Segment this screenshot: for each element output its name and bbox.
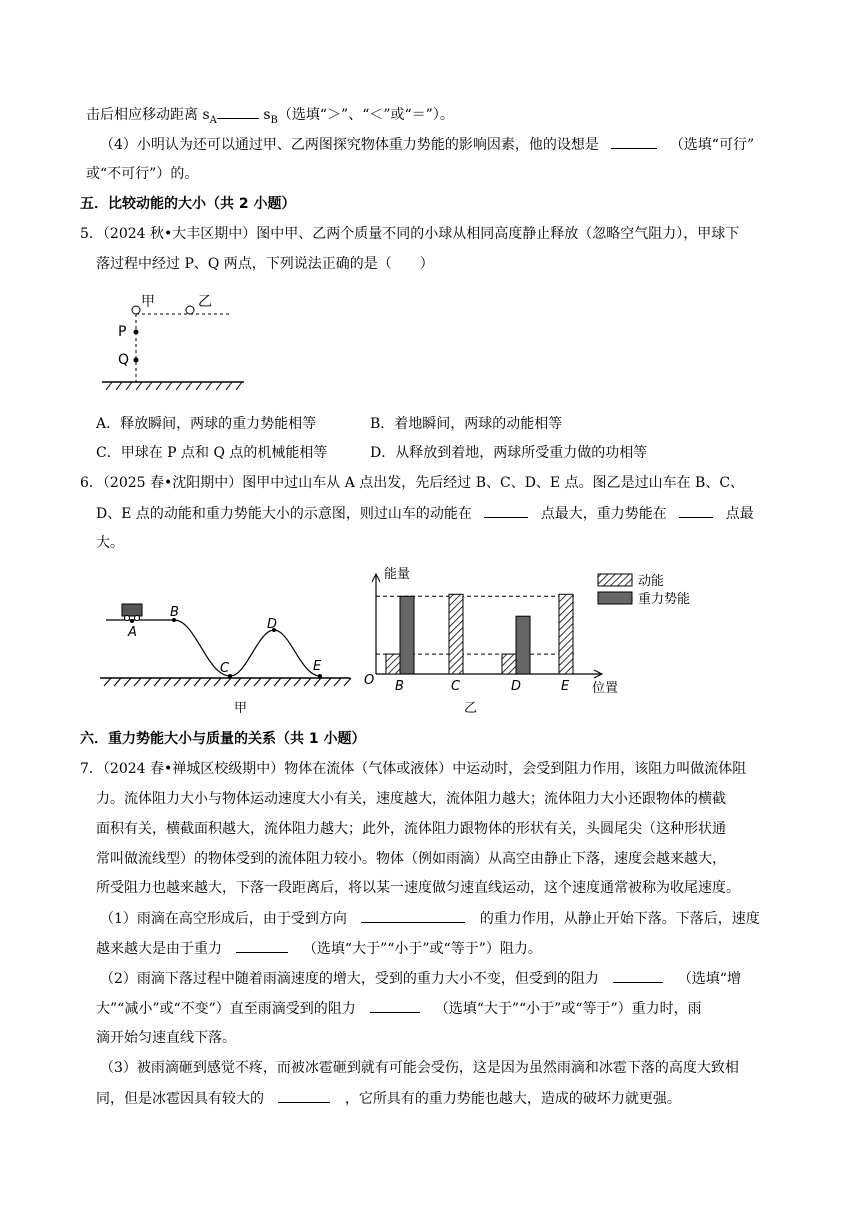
q7-part3-line2 [96,1088,681,1109]
bar-kinetic-B [386,654,400,674]
tick-label-C: C [451,679,461,694]
q7-text: （2）雨滴下落过程中随着雨滴速度的增大，受到的重力大小不变，但受到的阻力 [100,971,599,987]
answer-blank[interactable] [611,134,657,149]
label-c: C [220,661,230,676]
q7-stem-line3: 面积有关，横截面积越大，流体阻力越大；此外，流体阻力跟物体的形状有关，头圆尾尖（这种形状通 [96,821,726,837]
q5-stem-line2: 落过程中经过 P、Q 两点，下列说法正确的是（ ） [96,256,434,272]
coaster-car [122,604,142,616]
x-axis-label: 位置 [592,681,619,696]
hatch-mark [114,678,121,686]
section-title: 六．重力势能大小与质量的关系（共 1 小题） [80,731,366,747]
legend-label-kinetic: 动能 [638,574,665,589]
answer-blank[interactable] [217,104,259,119]
label-yi: 乙 [198,294,212,310]
q4-part4-text: 或“不可行”）的。 [86,166,199,182]
hatch-mark [334,678,341,686]
q6-stem-line3: 大。 [96,535,124,551]
car-wheel [125,616,130,621]
label-d: D [267,617,278,632]
q7-part3-line1: （3）被雨滴砸到感觉不疼，而被冰雹砸到就有可能会受伤，这是因为虽然雨滴和冰雹下落的高度大致相 [100,1060,739,1076]
q5-option-d[interactable]: D．从释放到着地，两球所受重力做的功相等 [370,445,648,461]
legend-label-potential: 重力势能 [638,592,691,607]
energy-bar-chart [360,560,700,720]
answer-blank[interactable] [278,1088,330,1103]
bar-potential-B [400,596,414,674]
section-title: 五．比较动能的大小（共 2 小题） [80,196,296,212]
y-axis-label: 能量 [384,567,411,582]
answer-blank[interactable] [679,503,713,518]
hatch-mark [124,678,131,686]
answer-blank[interactable] [370,998,420,1013]
tick-label-D: D [511,679,522,694]
q7-text: 大”“减小”或“不变”）直至雨滴受到的阻力 [96,1001,356,1017]
tick-label-E: E [561,679,570,694]
label-a: A [128,625,137,640]
q4-part4-text: （4）小明认为还可以通过甲、乙两图探究物体重力势能的影响因素，他的设想是 [100,137,599,153]
origin-label: O [364,673,375,688]
q4-part4-text: （选填“可行” [669,137,755,153]
bar-potential-D [516,616,530,674]
q7-stem-line1: 7．（2024 春•禅城区校级期中）物体在流体（气体或液体）中运动时，会受到阻力作用，该阻力叫做流体阻 [80,761,747,777]
ball-jia [132,306,140,314]
q5-option-b[interactable]: B．着地瞬间，两球的动能相等 [370,416,563,432]
label-p: P [118,324,127,340]
q5-option-a[interactable]: A．释放瞬间，两球的重力势能相等 [96,416,317,432]
answer-blank[interactable] [361,908,465,923]
q6-stem-line1: 6．（2025 春•沈阳期中）图甲中过山车从 A 点出发，先后经过 B、C、D、E 点。图乙是过山车在 B、C、 [80,475,745,491]
hatch-mark [254,678,261,686]
subscript-b: B [270,114,278,126]
hatch-mark [314,678,321,686]
q4-text: s [258,107,271,123]
q5-figure [92,282,252,402]
q7-text: （选填“大于”“小于”或“等于”）重力时，雨 [434,1001,702,1017]
q5-option-c[interactable]: C．甲球在 P 点和 Q 点的机械能相等 [96,445,328,461]
label-b: B [170,605,179,620]
q6-text: D、E 点的动能和重力势能大小的示意图，则过山车的动能在 [96,506,472,522]
hatch-mark [284,678,291,686]
q7-stem-line2: 力。流体阻力大小与物体运动速度大小有关，速度越大，流体阻力越大；流体阻力大小还跟物体的横截 [96,791,726,807]
point-a [130,619,134,623]
q4-part4 [100,134,754,155]
car-wheel [135,616,140,621]
hatch-mark [184,678,191,686]
hatch-mark [304,678,311,686]
q6-track-figure [96,560,358,720]
q4-text: 击后相应移动距离 s [86,107,210,123]
label-e: E [313,659,322,674]
chart-tick-labels [395,679,570,694]
legend-swatch-potential [598,592,632,604]
hatch-mark [324,678,331,686]
q7-stem-line5: 所受阻力也越来越大，下落一段距离后，将以某一速度做匀速直线运动，这个速度通常被称为收尾速度。 [96,880,740,896]
hatch-mark [264,678,271,686]
q4-text: （选填“＞”、“＜”或“＝”）。 [277,107,454,123]
bar-kinetic-D [502,654,516,674]
hatch-mark [204,678,211,686]
q7-part2-line3: 滴开始匀速直线下落。 [96,1030,236,1046]
caption-yi: 乙 [464,701,478,716]
hatch-mark [244,678,251,686]
hatch-mark [144,678,151,686]
hatch-mark [214,678,221,686]
point-p [134,330,139,335]
q7-text: （选填“增 [677,971,741,987]
hatch-mark [164,678,171,686]
q5-stem-line1: 5．（2024 秋•大丰区期中）图中甲、乙两个质量不同的小球从相同高度静止释放（忽略空气阻力），甲球下 [80,226,740,242]
q7-part2-line1 [100,968,741,989]
q6-text: 点最大，重力势能在 [540,506,667,522]
q7-part1-line2 [96,938,542,959]
tick-label-B: B [395,679,404,694]
q7-text: 同，但是冰雹因具有较大的 [96,1091,264,1107]
point-q [134,358,139,363]
hatch-mark [174,678,181,686]
q6-stem-line2 [96,503,754,524]
bar-kinetic-C [449,594,463,674]
bar-kinetic-E [559,594,573,674]
hatch-mark [154,678,161,686]
label-q: Q [118,352,130,368]
q7-part1-line1 [100,908,760,929]
caption-jia: 甲 [234,701,248,716]
q7-stem-line4: 常叫做流线型）的物体受到的流体阻力较小。物体（例如雨滴）从高空由静止下落，速度会越来越大， [96,851,726,867]
hatch-mark [104,678,111,686]
q7-text: 越来越大是由于重力 [96,941,222,957]
hatch-mark [134,678,141,686]
q7-text: （1）雨滴在高空形成后，由于受到方向 [100,911,347,927]
hatch-mark [234,678,241,686]
hatch-mark [294,678,301,686]
subscript-a: A [209,114,217,126]
q4-line1 [86,104,454,131]
track-curve [106,620,320,676]
answer-blank[interactable] [613,968,663,983]
chart-bars [386,594,573,674]
hatch-mark [344,678,351,686]
q7-text: ，它所具有的重力势能也越大，造成的破坏力就更强。 [344,1091,681,1107]
chart-legend [598,573,690,607]
ground-hatch [104,678,351,686]
q7-part2-line2 [96,998,702,1019]
q6-text: 点最 [725,506,754,522]
label-jia: 甲 [141,294,155,310]
ground-hatch [106,382,242,390]
hatch-mark [274,678,281,686]
ball-yi [186,306,194,314]
q4-part4-line2 [86,164,198,184]
q7-text: 的重力作用，从静止开始下落。下落后，速度 [479,911,760,927]
answer-blank[interactable] [484,503,528,518]
hatch-mark [224,678,231,686]
q7-text: （选填“大于”“小于”或“等于”）阻力。 [302,941,542,957]
hatch-mark [194,678,201,686]
answer-blank[interactable] [236,938,288,953]
legend-swatch-kinetic [598,574,632,586]
